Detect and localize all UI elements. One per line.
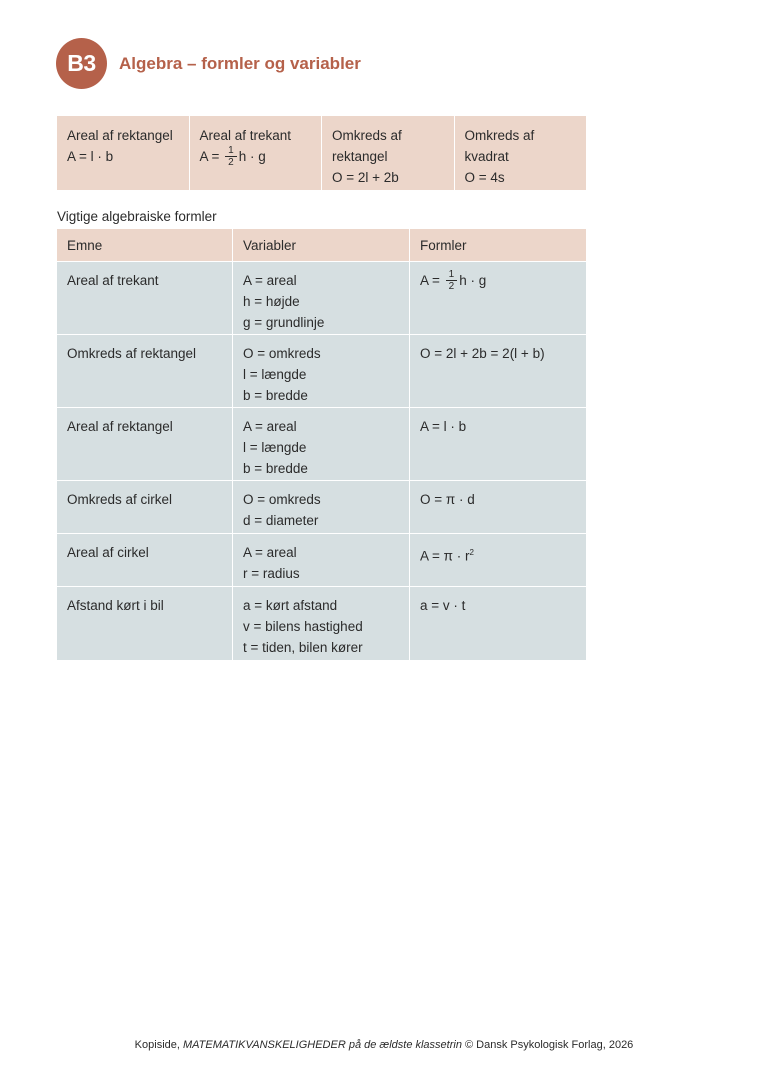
formula-base: A = π · r — [420, 548, 470, 564]
formula-table — [57, 229, 586, 660]
variable-line: d = diameter — [243, 513, 319, 528]
variable-line: g = grundlinje — [243, 315, 325, 330]
formula-cell: O = π · d — [410, 481, 587, 534]
variables-cell — [233, 481, 410, 534]
variable-line: r = radius — [243, 566, 300, 581]
formula-exponent: 2 — [469, 548, 474, 557]
table-caption: Vigtige algebraiske formler — [57, 209, 217, 224]
topic-cell: Areal af rektangel — [57, 408, 233, 481]
variables-cell — [233, 587, 410, 660]
column-header-formulas: Formler — [410, 229, 587, 262]
variable-line: v = bilens hastighed — [243, 619, 363, 634]
footer-prefix: Kopiside, — [134, 1039, 183, 1051]
variables-cell — [233, 534, 410, 587]
variable-line: t = tiden, bilen kører — [243, 640, 363, 655]
summary-formula — [200, 146, 312, 169]
formula-suffix: h · g — [459, 273, 487, 289]
topic-cell: Omkreds af rektangel — [57, 335, 233, 408]
summary-cell-area-rectangle — [57, 116, 190, 190]
variables-cell — [233, 408, 410, 481]
variable-line: O = omkreds — [243, 346, 321, 361]
summary-cell-perimeter-square — [455, 116, 587, 190]
variable-line: a = kørt afstand — [243, 598, 338, 613]
summary-formula: A = l · b — [67, 149, 114, 164]
variable-line: b = bredde — [243, 388, 308, 403]
page-footer — [0, 1039, 768, 1051]
topic-cell: Areal af cirkel — [57, 534, 233, 587]
table-row — [57, 335, 586, 408]
topic-cell: Afstand kørt i bil — [57, 587, 233, 660]
summary-cell-perimeter-rectangle — [322, 116, 455, 190]
summary-table — [57, 116, 586, 190]
fraction-numerator: 1 — [446, 269, 458, 281]
fraction — [446, 269, 458, 292]
formula-cell — [410, 534, 587, 587]
summary-label-cont: rektangel — [332, 149, 388, 164]
variable-line: l = længde — [243, 367, 307, 382]
page-header — [56, 38, 361, 89]
variable-line: A = areal — [243, 419, 297, 434]
formula-cell: A = l · b — [410, 408, 587, 481]
variable-line: h = højde — [243, 294, 300, 309]
formula-suffix: h · g — [238, 149, 266, 165]
topic-cell: Areal af trekant — [57, 262, 233, 335]
column-header-variables: Variabler — [233, 229, 410, 262]
footer-book-title: MATEMATIKVANSKELIGHEDER på de ældste klassetrin — [182, 1039, 462, 1051]
table-row — [57, 262, 586, 335]
variable-line: O = omkreds — [243, 492, 321, 507]
formula-cell — [410, 262, 587, 335]
column-header-topic: Emne — [57, 229, 233, 262]
formula-cell: a = v · t — [410, 587, 587, 660]
summary-label: Areal af trekant — [199, 128, 292, 143]
table-row — [57, 408, 586, 481]
fraction-denominator: 2 — [228, 157, 234, 168]
section-badge: B3 — [56, 38, 107, 89]
summary-formula: O = 4s — [464, 170, 505, 185]
variables-cell — [233, 262, 410, 335]
summary-label-cont: kvadrat — [464, 149, 509, 164]
summary-formula: O = 2l + 2b — [332, 170, 399, 185]
fraction-numerator: 1 — [225, 145, 237, 157]
table-header-row — [57, 229, 586, 262]
footer-copyright: © Dansk Psykologisk Forlag, 2026 — [461, 1039, 634, 1051]
summary-label: Areal af rektangel — [67, 128, 173, 143]
variable-line: b = bredde — [243, 461, 308, 476]
variable-line: A = areal — [243, 273, 297, 288]
variable-line: l = længde — [243, 440, 307, 455]
summary-cell-area-triangle — [190, 116, 323, 190]
variables-cell — [233, 335, 410, 408]
formula-cell: O = 2l + 2b = 2(l + b) — [410, 335, 587, 408]
formula-prefix: A = — [199, 149, 220, 165]
variable-line: A = areal — [243, 545, 297, 560]
summary-label: Omkreds af — [464, 128, 535, 143]
table-row — [57, 481, 586, 534]
formula-prefix: A = — [420, 273, 440, 289]
table-row — [57, 534, 586, 587]
page-title: Algebra – formler og variabler — [119, 53, 361, 73]
fraction — [225, 145, 237, 168]
table-row — [57, 587, 586, 660]
summary-label: Omkreds af — [332, 128, 402, 143]
topic-cell: Omkreds af cirkel — [57, 481, 233, 534]
fraction-denominator: 2 — [448, 281, 455, 292]
